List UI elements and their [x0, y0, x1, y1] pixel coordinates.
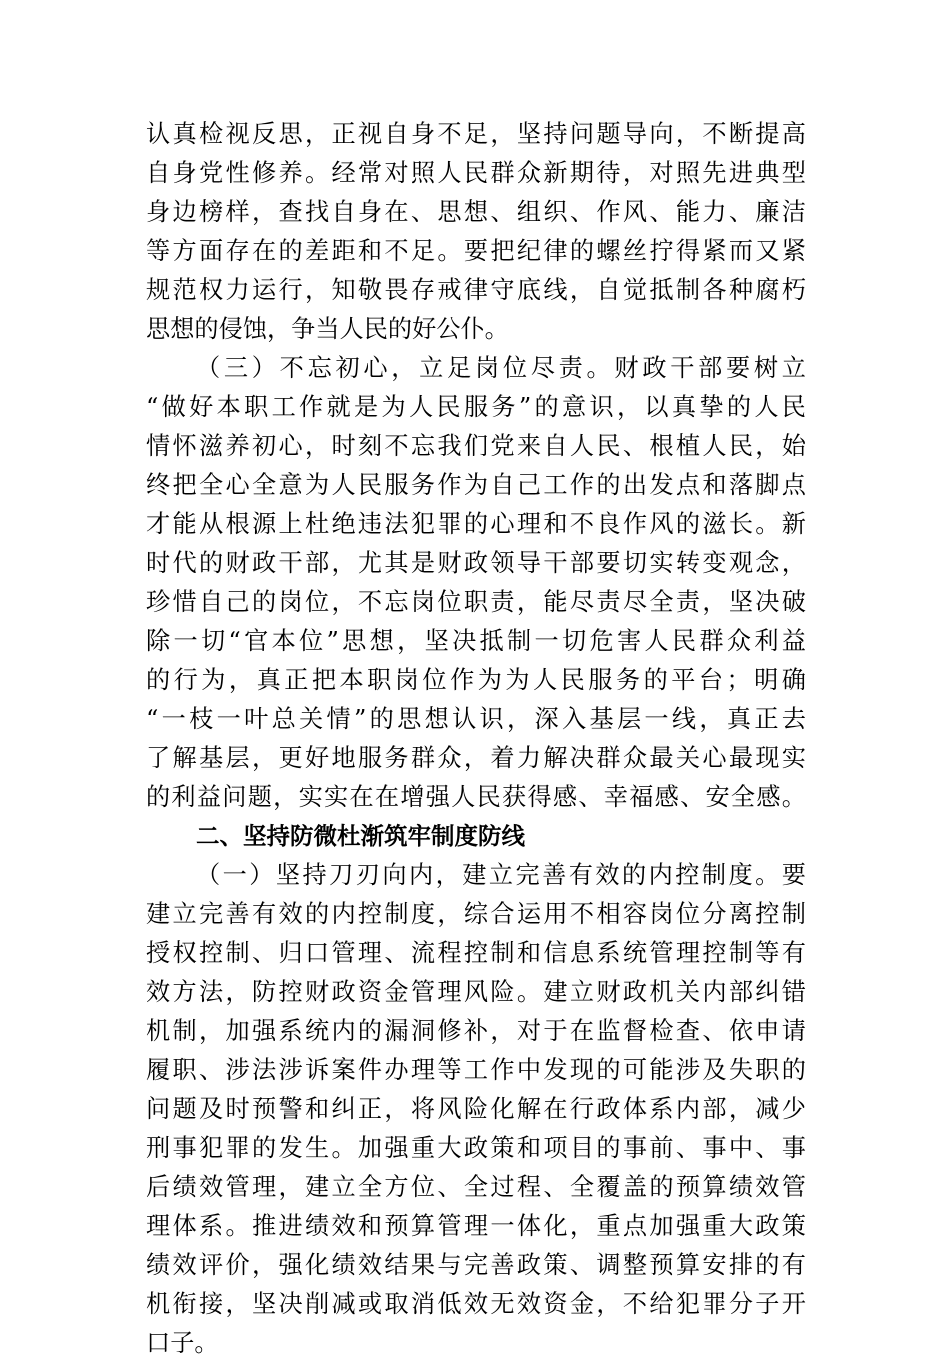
paragraph-line: 机制，加强系统内的漏洞修补，对于在监督检查、依申请	[146, 1017, 806, 1045]
paragraph-line: 身边榜样，查找自身在、思想、组织、作风、能力、廉洁	[146, 198, 806, 226]
paragraph-line: 效方法，防控财政资金管理风险。建立财政机关内部纠错	[146, 978, 806, 1006]
paragraph-line: 机衔接，坚决削减或取消低效无效资金，不给犯罪分子开	[146, 1290, 806, 1318]
paragraph-line: 时代的财政干部，尤其是财政领导干部要切实转变观念，	[146, 549, 806, 577]
paragraph-line: 的利益问题，实实在在增强人民获得感、幸福感、安全感。	[146, 783, 806, 811]
paragraph-line: 绩效评价，强化绩效结果与完善政策、调整预算安排的有	[146, 1251, 806, 1279]
paragraph-line: 建立完善有效的内控制度，综合运用不相容岗位分离控制	[146, 900, 806, 928]
paragraph-line: 才能从根源上杜绝违法犯罪的心理和不良作风的滋长。新	[146, 510, 806, 538]
paragraph-line: 认真检视反思，正视自身不足，坚持问题导向，不断提高	[146, 120, 806, 148]
paragraph-line: 问题及时预警和纠正，将风险化解在行政体系内部，减少	[146, 1095, 806, 1123]
paragraph-line: 情怀滋养初心，时刻不忘我们党来自人民、根植人民，始	[146, 432, 806, 460]
paragraph-line: 思想的侵蚀，争当人民的好公仆。	[146, 315, 509, 343]
paragraph-line: 刑事犯罪的发生。加强重大政策和项目的事前、事中、事	[146, 1134, 806, 1162]
paragraph-line: 规范权力运行，知敬畏存戒律守底线，自觉抵制各种腐朽	[146, 276, 806, 304]
paragraph-line: 理体系。推进绩效和预算管理一体化，重点加强重大政策	[146, 1212, 806, 1240]
paragraph-line: 等方面存在的差距和不足。要把纪律的螺丝拧得紧而又紧	[146, 237, 806, 265]
paragraph-line: （三）不忘初心，立足岗位尽责。财政干部要树立	[196, 354, 806, 382]
paragraph-line: 自身党性修养。经常对照人民群众新期待，对照先进典型	[146, 159, 806, 187]
paragraph-line: 了解基层，更好地服务群众，着力解决群众最关心最现实	[146, 744, 806, 772]
paragraph-line: 口子。	[146, 1329, 219, 1357]
paragraph-line: 除一切“官本位”思想，坚决抵制一切危害人民群众利益	[146, 627, 806, 655]
paragraph-line: 终把全心全意为人民服务作为自己工作的出发点和落脚点	[146, 471, 806, 499]
paragraph-line: 履职、涉法涉诉案件办理等工作中发现的可能涉及失职的	[146, 1056, 806, 1084]
section-heading: 二、坚持防微杜渐筑牢制度防线	[196, 822, 525, 850]
paragraph-line: “一枝一叶总关情”的思想认识，深入基层一线，真正去	[146, 705, 806, 733]
paragraph-line: 珍惜自己的岗位，不忘岗位职责，能尽责尽全责，坚决破	[146, 588, 806, 616]
paragraph-line: 授权控制、归口管理、流程控制和信息系统管理控制等有	[146, 939, 806, 967]
paragraph-line: “做好本职工作就是为人民服务”的意识，以真挚的人民	[146, 393, 806, 421]
paragraph-line: （一）坚持刀刃向内，建立完善有效的内控制度。要	[196, 861, 806, 889]
paragraph-line: 的行为，真正把本职岗位作为为人民服务的平台；明确	[146, 666, 806, 694]
paragraph-line: 后绩效管理，建立全方位、全过程、全覆盖的预算绩效管	[146, 1173, 806, 1201]
